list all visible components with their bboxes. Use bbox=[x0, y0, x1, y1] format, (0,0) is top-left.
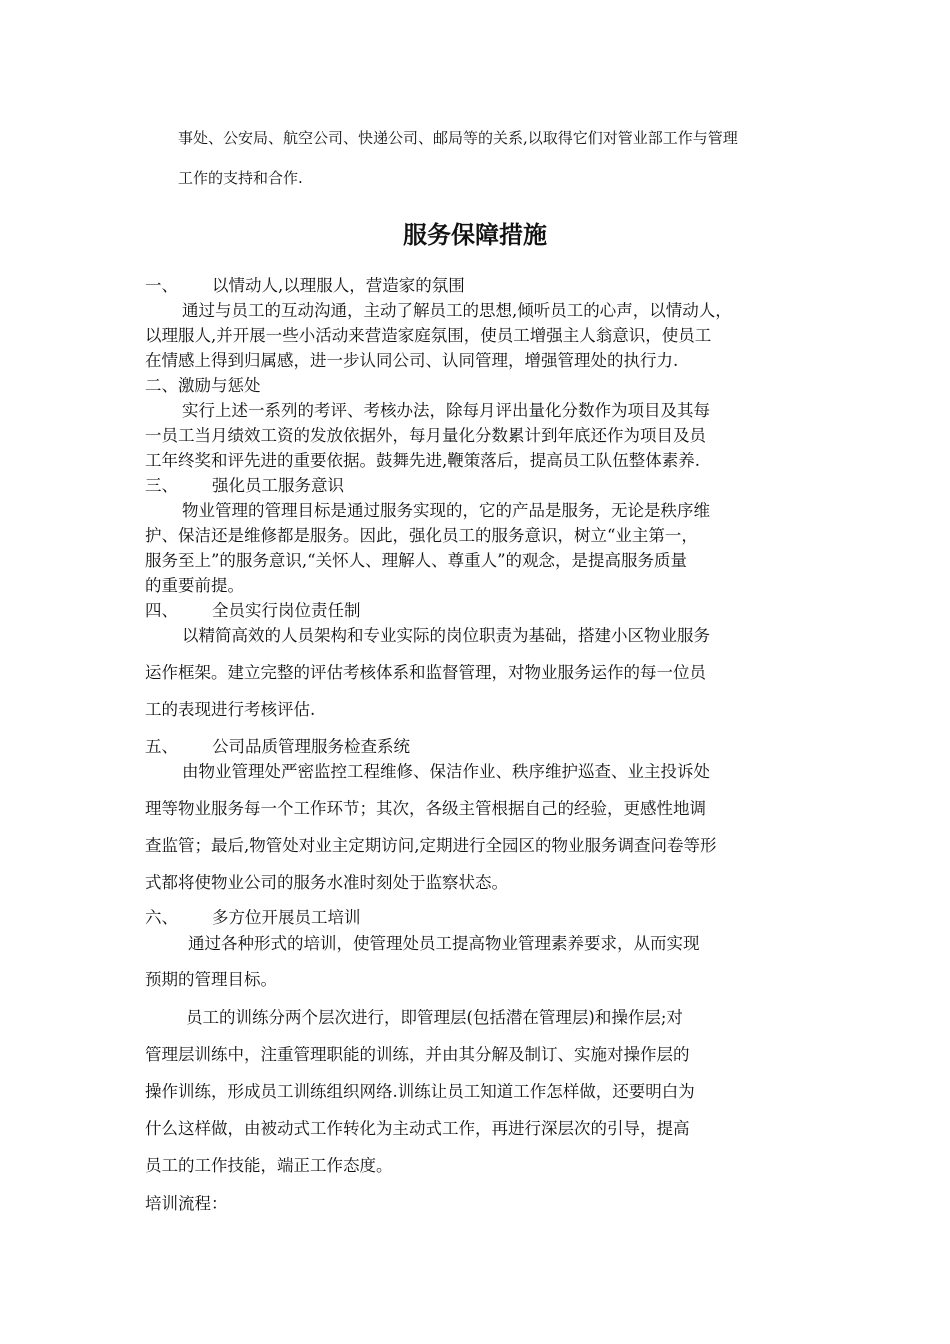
section-5-heading: 公司品质管理服务检查系统 bbox=[212, 737, 410, 756]
section-2-line-2: 一员工当月绩效工资的发放依据外，每月量化分数累计到年底还作为项目及员 bbox=[145, 426, 706, 445]
section-6-line-4: 管理层训练中，注重管理职能的训练，并由其分解及制订、实施对操作层的 bbox=[145, 1045, 690, 1064]
section-1-line-1: 通过与员工的互动沟通，主动了解员工的思想,倾听员工的心声，以情动人， bbox=[182, 301, 732, 320]
section-6-line-2: 预期的管理目标。 bbox=[145, 970, 277, 989]
section-2-line-1: 实行上述一系列的考评、考核办法，除每月评出量化分数作为项目及其每 bbox=[182, 401, 710, 420]
section-6-line-6: 什么这样做，由被动式工作转化为主动式工作，再进行深层次的引导，提高 bbox=[145, 1119, 690, 1138]
section-1-number: 一、 bbox=[145, 276, 178, 295]
section-4-line-3: 工的表现进行考核评估. bbox=[145, 700, 316, 719]
section-5-number: 五、 bbox=[145, 737, 178, 756]
section-6-number: 六、 bbox=[145, 908, 178, 927]
section-5-line-2: 理等物业服务每一个工作环节；其次，各级主管根据自己的经验，更感性地调 bbox=[145, 799, 706, 818]
section-5-line-1: 由物业管理处严密监控工程维修、保洁作业、秩序维护巡查、业主投诉处 bbox=[182, 762, 710, 781]
section-3-line-2: 护、保洁还是维修都是服务。因此，强化员工的服务意识，树立“业主第一， bbox=[145, 526, 698, 545]
section-3-number: 三、 bbox=[145, 476, 178, 495]
section-3-heading: 强化员工服务意识 bbox=[212, 476, 344, 495]
section-6-line-7: 员工的工作技能，端正工作态度。 bbox=[145, 1156, 393, 1175]
section-3-line-4: 的重要前提。 bbox=[145, 576, 244, 595]
intro-line-2: 工作的支持和合作. bbox=[178, 169, 303, 187]
section-5-line-4: 式都将使物业公司的服务水准时刻处于监察状态。 bbox=[145, 873, 508, 892]
closing-label: 培训流程： bbox=[145, 1194, 228, 1213]
section-4-heading: 全员实行岗位责任制 bbox=[212, 601, 361, 620]
section-4-line-2: 运作框架。建立完整的评估考核体系和监督管理，对物业服务运作的每一位员 bbox=[145, 663, 706, 682]
section-6-line-3: 员工的训练分两个层次进行，即管理层(包括潜在管理层)和操作层;对 bbox=[186, 1008, 683, 1027]
section-5-line-3: 查监管；最后,物管处对业主定期访问,定期进行全园区的物业服务调查问卷等形 bbox=[145, 836, 717, 855]
section-2-line-3: 工年终奖和评先进的重要依据。鼓舞先进,鞭策落后，提高员工队伍整体素养. bbox=[145, 451, 700, 470]
section-3-line-3: 服务至上”的服务意识,“关怀人、理解人、尊重人”的观念，是提高服务质量 bbox=[145, 551, 688, 570]
section-3-line-1: 物业管理的管理目标是通过服务实现的，它的产品是服务，无论是秩序维 bbox=[182, 501, 710, 520]
section-6-heading: 多方位开展员工培训 bbox=[212, 908, 361, 927]
section-1-heading: 以情动人,以理服人，营造家的氛围 bbox=[212, 276, 465, 295]
section-4-line-1: 以精简高效的人员架构和专业实际的岗位职责为基础，搭建小区物业服务 bbox=[182, 626, 710, 645]
section-2-heading: 二、激励与惩处 bbox=[145, 376, 261, 395]
intro-line-1: 事处、公安局、航空公司、快递公司、邮局等的关系,以取得它们对管业部工作与管理 bbox=[178, 129, 738, 147]
document-title: 服务保障措施 bbox=[403, 221, 547, 249]
section-6-line-1: 通过各种形式的培训，使管理处员工提高物业管理素养要求，从而实现 bbox=[188, 934, 700, 953]
section-4-number: 四、 bbox=[145, 601, 178, 620]
section-1-line-2: 以理服人,并开展一些小活动来营造家庭氛围，使员工增强主人翁意识，使员工 bbox=[145, 326, 712, 345]
section-6-line-5: 操作训练，形成员工训练组织网络.训练让员工知道工作怎样做，还要明白为 bbox=[145, 1082, 695, 1101]
section-1-line-3: 在情感上得到归属感，进一步认同公司、认同管理，增强管理处的执行力. bbox=[145, 351, 679, 370]
